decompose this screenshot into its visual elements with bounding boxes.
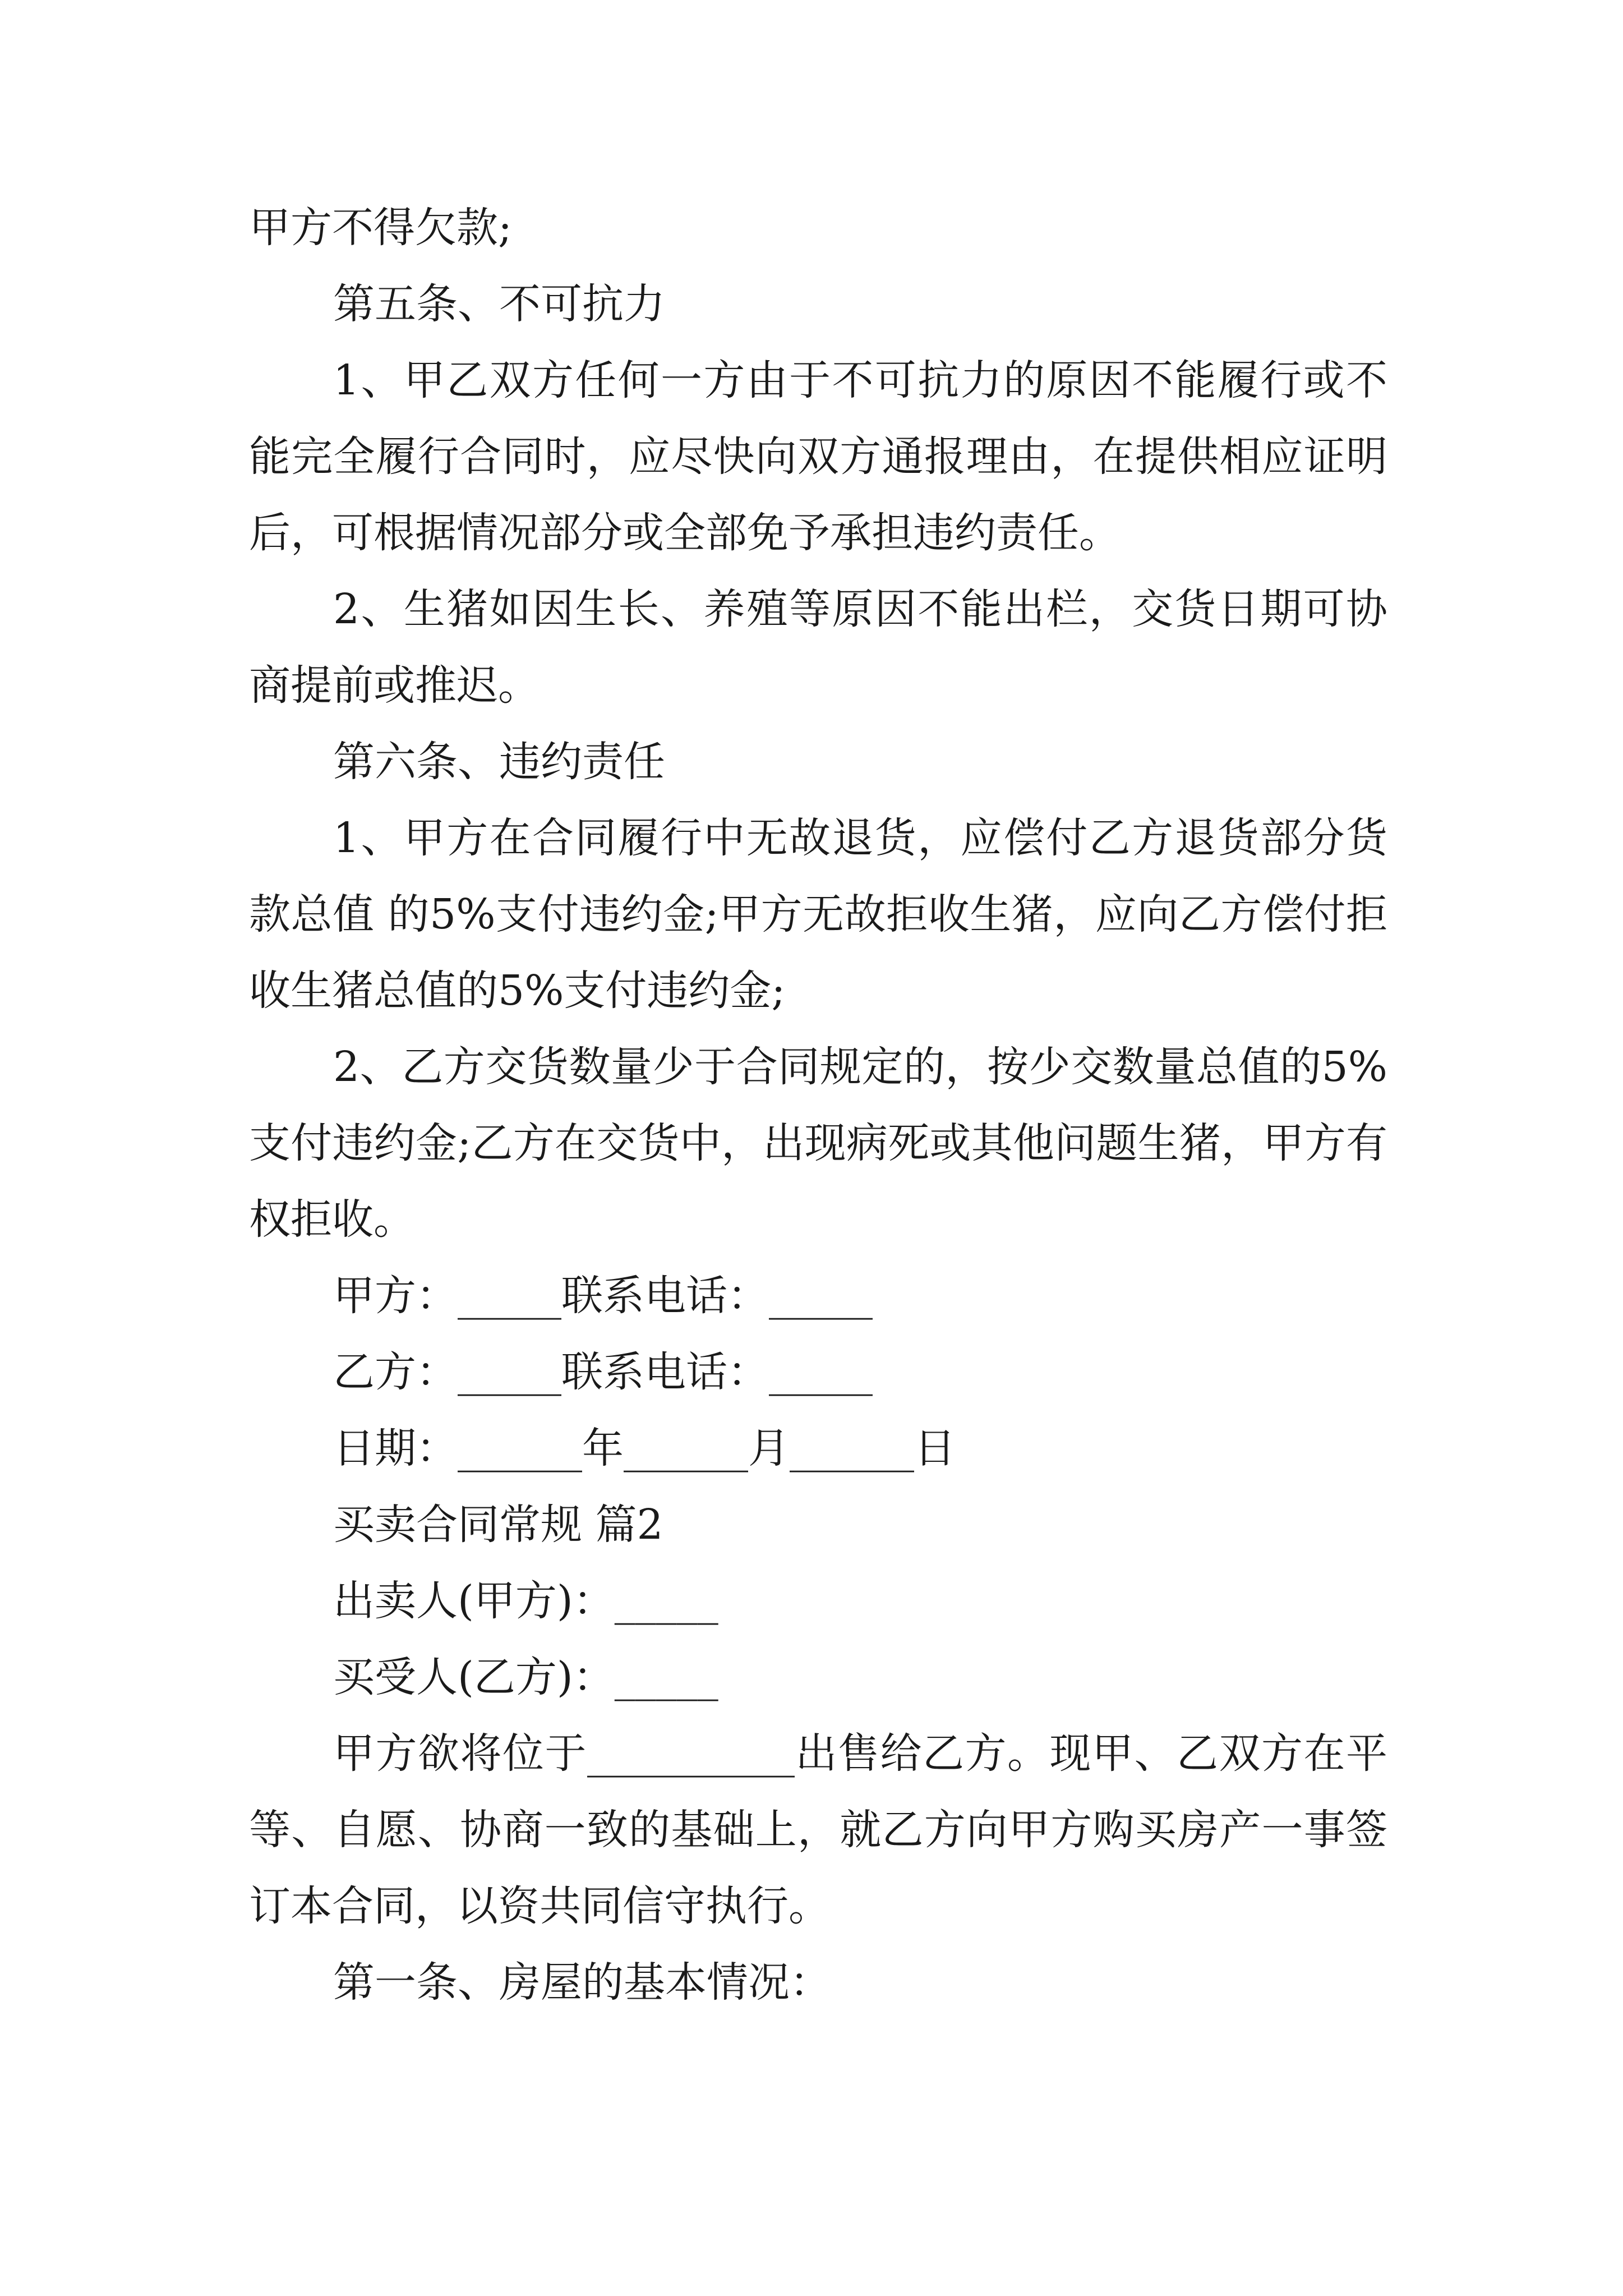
document-body [249,190,1387,2021]
paragraph-liability-1: 1、甲方在合同履行中无故退货，应偿付乙方退货部分货款总值 的5%支付违约金;甲方无故拒收生猪，应向乙方偿付拒收生猪总值的5%支付违约金; [249,814,1387,1015]
heading-article-6: 第六条、违约责任 [333,738,665,786]
paragraph-liability-2: 2、乙方交货数量少于合同规定的，按少交数量总值的5%支付违约金;乙方在交货中，出现病死或其他问题生猪，甲方有权拒收。 [249,1043,1387,1244]
seller-line: 出卖人(甲方)：_____ [333,1577,718,1625]
paragraph-force-majeure-1: 1、甲乙双方任何一方由于不可抗力的原因不能履行或不能完全履行合同时，应尽快向双方通报理由，在提供相应证明后，可根据情况部分或全部免予承担违约责任。 [249,356,1387,557]
paragraph-force-majeure-2: 2、生猪如因生长、养殖等原因不能出栏，交货日期可协商提前或推迟。 [249,585,1387,710]
heading-article-1: 第一条、房屋的基本情况： [333,1958,831,2007]
section-title-contract-2: 买卖合同常规 篇2 [333,1501,663,1549]
paragraph-preamble: 甲方欲将位于__________出售给乙方。现甲、乙双方在平等、自愿、协商一致的基础上，就乙方向甲方购买房产一事签订本合同，以资共同信守执行。 [249,1729,1387,1930]
signature-date: 日期：______年______月______日 [333,1424,956,1473]
signature-party-b: 乙方：_____联系电话：_____ [333,1348,873,1396]
paragraph-clause-end: 甲方不得欠款; [249,204,512,252]
heading-article-5: 第五条、不可抗力 [333,280,665,328]
buyer-line: 买受人(乙方)：_____ [333,1653,718,1701]
signature-party-a: 甲方：_____联系电话：_____ [333,1272,873,1320]
